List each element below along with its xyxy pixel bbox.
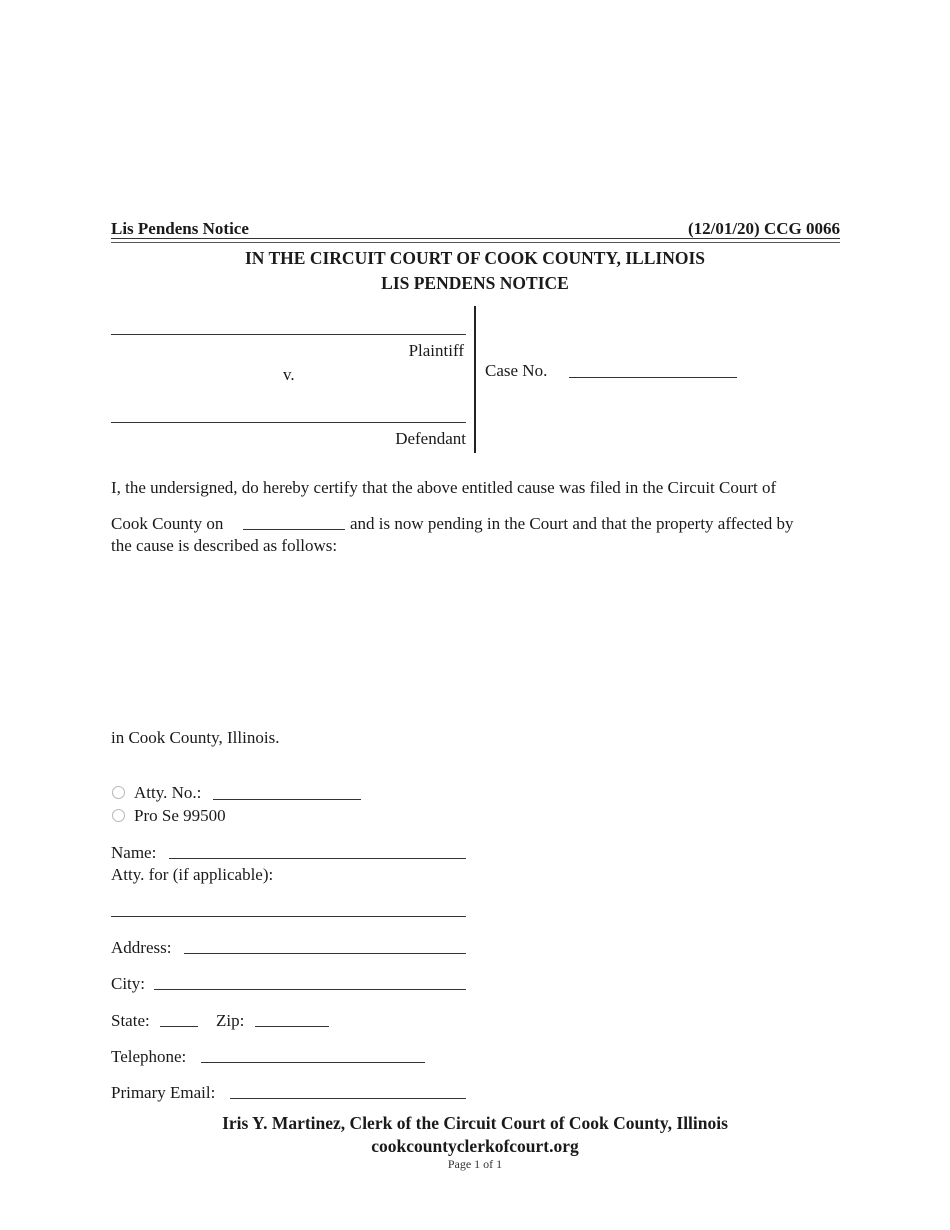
state-field[interactable]: [160, 1026, 198, 1027]
caption-divider: [474, 306, 476, 453]
telephone-field[interactable]: [201, 1062, 425, 1063]
atty-for-label: Atty. for (if applicable):: [111, 865, 274, 884]
pro-se-radio[interactable]: [112, 809, 125, 822]
name-field[interactable]: [169, 858, 466, 859]
email-label: Primary Email:: [111, 1083, 216, 1102]
atty-for-field[interactable]: [111, 916, 466, 917]
versus-label: v.: [283, 365, 295, 384]
certification-line-2-suffix: and is now pending in the Court and that the property affected by: [350, 514, 794, 533]
zip-label: Zip:: [216, 1011, 245, 1030]
plaintiff-field[interactable]: [111, 334, 466, 335]
atty-no-radio[interactable]: [112, 786, 125, 799]
pro-se-label: Pro Se 99500: [134, 806, 226, 825]
state-label: State:: [111, 1011, 150, 1030]
case-no-field[interactable]: [569, 377, 737, 378]
email-field[interactable]: [230, 1098, 466, 1099]
form-name: Lis Pendens Notice: [111, 219, 249, 238]
address-label: Address:: [111, 938, 172, 957]
address-field[interactable]: [184, 953, 466, 954]
certification-line-3: the cause is described as follows:: [111, 536, 338, 555]
court-title: IN THE CIRCUIT COURT OF COOK COUNTY, ILLINOIS: [245, 248, 705, 268]
telephone-label: Telephone:: [111, 1047, 187, 1066]
atty-no-label: Atty. No.:: [134, 783, 202, 802]
case-no-label: Case No.: [485, 361, 548, 380]
city-label: City:: [111, 974, 146, 993]
document-title: LIS PENDENS NOTICE: [381, 273, 569, 293]
header-rule-bottom: [111, 242, 840, 243]
certification-line-2-prefix: Cook County on: [111, 514, 224, 533]
property-description-area[interactable]: [111, 562, 840, 722]
city-field[interactable]: [154, 989, 466, 990]
plaintiff-label: Plaintiff: [408, 341, 464, 360]
zip-field[interactable]: [255, 1026, 329, 1027]
clerk-name: Iris Y. Martinez, Clerk of the Circuit Court of Cook County, Illinois: [222, 1113, 728, 1133]
defendant-label: Defendant: [395, 429, 466, 448]
name-label: Name:: [111, 843, 157, 862]
county-closing: in Cook County, Illinois.: [111, 728, 280, 747]
page-number: Page 1 of 1: [447, 1157, 503, 1171]
filed-date-field[interactable]: [243, 529, 345, 530]
header-rule-top: [111, 238, 840, 239]
clerk-website: cookcountyclerkofcourt.org: [371, 1136, 579, 1156]
certification-line-1: I, the undersigned, do hereby certify that the above entitled cause was filed in the Circuit Court of: [111, 478, 777, 497]
atty-no-field[interactable]: [213, 799, 361, 800]
form-code: (12/01/20) CCG 0066: [687, 219, 840, 238]
defendant-field[interactable]: [111, 422, 466, 423]
